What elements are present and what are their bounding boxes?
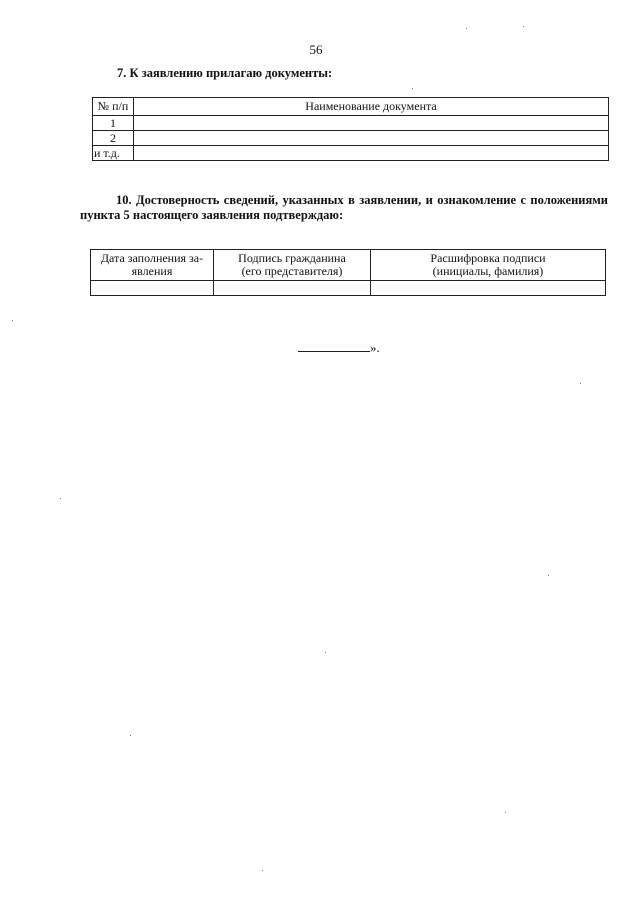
scan-speck [12, 320, 13, 321]
header-signature-decoding-line1: Расшифровка подписи [430, 251, 546, 265]
scan-speck [580, 383, 581, 384]
date-suffix: ». [370, 340, 380, 355]
table-row [91, 281, 606, 296]
row-number: 1 [93, 116, 134, 131]
scan-speck [412, 88, 413, 89]
header-signature-line1: Подпись гражданина [238, 251, 346, 265]
header-number: № п/п [93, 98, 134, 116]
row-number: и т.д. [93, 146, 134, 161]
document-name-cell[interactable] [134, 116, 609, 131]
table-row [93, 146, 609, 161]
confirmation-table [90, 249, 606, 296]
scan-speck [325, 652, 326, 653]
table-header-row [93, 98, 609, 116]
header-signature-decoding-line2: (инициалы, фамилия) [432, 264, 544, 278]
header-document-name: Наименование документа [134, 98, 609, 116]
scan-speck [505, 812, 506, 813]
scan-speck [466, 28, 467, 29]
document-name-cell[interactable] [134, 146, 609, 161]
header-signature [214, 250, 371, 281]
date-line [298, 340, 380, 356]
table-header-row [91, 250, 606, 281]
page-number: 56 [309, 42, 323, 57]
row-number: 2 [93, 131, 134, 146]
header-fill-date-line1: Дата заполнения за- [100, 251, 204, 265]
header-signature-line2: (его представителя) [241, 264, 343, 278]
header-signature-decoding [371, 250, 606, 281]
section-10-heading: 10. Достоверность сведений, указанных в заявлении, и ознакомление с положениями пункта 5 настоящего заявления подтверждаю: [80, 193, 608, 222]
scan-speck [130, 735, 131, 736]
signature-cell[interactable] [214, 281, 371, 296]
fill-date-cell[interactable] [91, 281, 214, 296]
scan-speck [523, 26, 524, 27]
section-7-heading: 7. К заявлению прилагаю документы: [117, 66, 333, 80]
date-blank[interactable] [298, 340, 370, 352]
scan-speck [548, 575, 549, 576]
header-fill-date [91, 250, 214, 281]
signature-decoding-cell[interactable] [371, 281, 606, 296]
table-row [93, 131, 609, 146]
scan-speck [262, 870, 263, 871]
header-fill-date-line2: явления [131, 264, 173, 278]
attached-documents-table [92, 97, 609, 161]
document-name-cell[interactable] [134, 131, 609, 146]
scan-speck [60, 498, 61, 499]
table-row [93, 116, 609, 131]
